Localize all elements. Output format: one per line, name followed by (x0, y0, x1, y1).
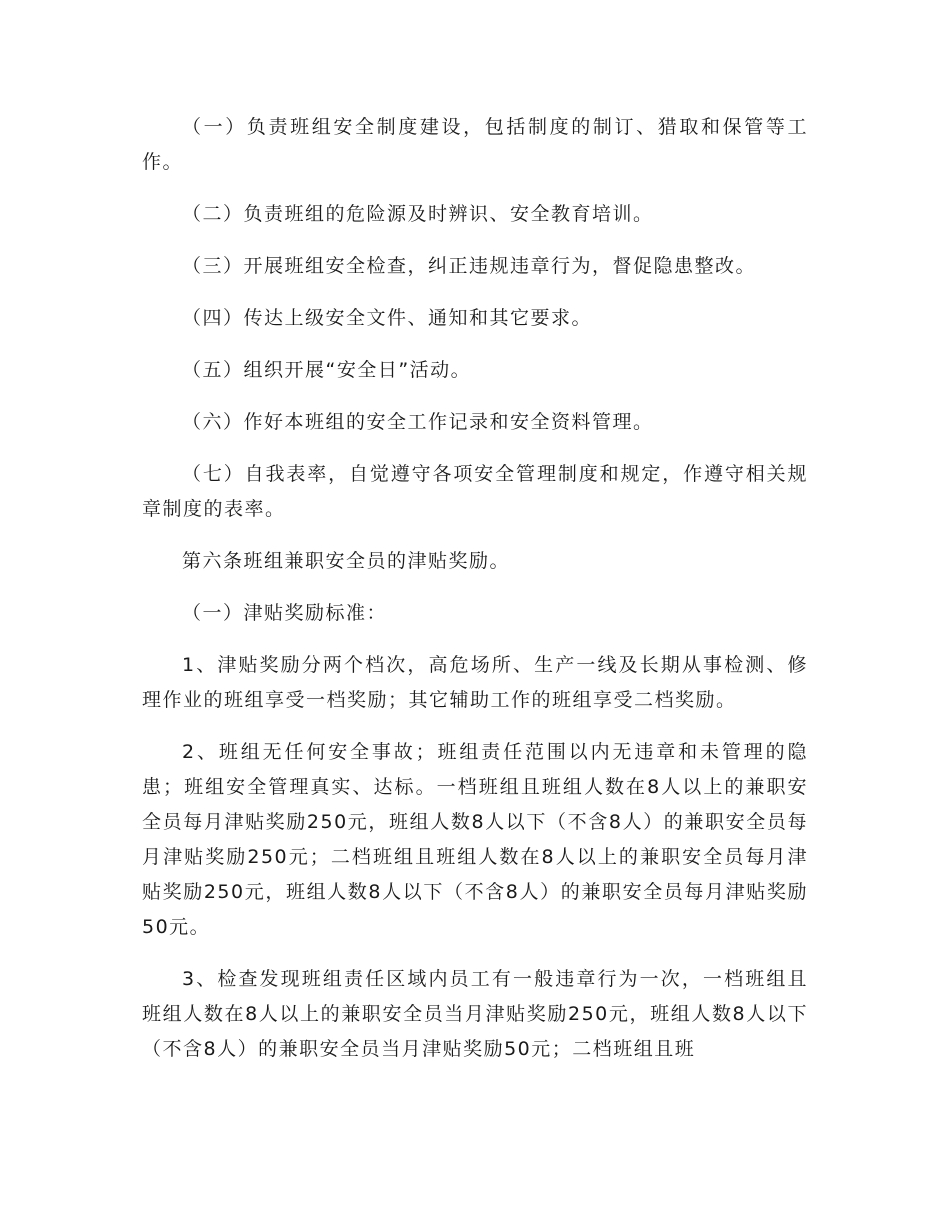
paragraph-rule-2: 2、班组无任何安全事故；班组责任范围以内无违章和未管理的隐患；班组安全管理真实、达标。一档班组且班组人数在8人以上的兼职安全员每月津贴奖励250元，班组人数8人以下（不含8人）的兼职安全员每月津贴奖励250元；二档班组且班组人数在8人以上的兼职安全员每月津贴奖励250元，班组人数8人以下（不含8人）的兼职安全员每月津贴奖励50元。 (142, 741, 808, 938)
document-body (142, 110, 808, 1067)
section-heading-article-6: 第六条班组兼职安全员的津贴奖励。 (182, 550, 511, 572)
paragraph-duty-1: （一）负责班组安全制度建设，包括制度的制订、猎取和保管等工作。 (142, 116, 808, 173)
paragraph-duty-6: （六）作好本班组的安全工作记录和安全资料管理。 (182, 411, 654, 433)
paragraph-duty-4: （四）传达上级安全文件、通知和其它要求。 (182, 307, 593, 329)
paragraph-rule-3: 3、检查发现班组责任区域内员工有一般违章行为一次，一档班组且班组人数在8人以上的兼职安全员当月津贴奖励250元，班组人数8人以下（不含8人）的兼职安全员当月津贴奖励50元；二档班组且班 (142, 968, 808, 1060)
paragraph-rule-1: 1、津贴奖励分两个档次，高危场所、生产一线及长期从事检测、修理作业的班组享受一档奖励；其它辅助工作的班组享受二档奖励。 (142, 654, 808, 711)
paragraph-duty-2: （二）负责班组的危险源及时辨识、安全教育培训。 (182, 203, 654, 225)
paragraph-duty-3: （三）开展班组安全检查，纠正违规违章行为，督促隐患整改。 (182, 255, 757, 277)
paragraph-duty-7: （七）自我表率，自觉遵守各项安全管理制度和规定，作遵守相关规章制度的表率。 (142, 463, 808, 520)
subheading-allowance-standard: （一）津贴奖励标准： (182, 602, 388, 624)
paragraph-duty-5: （五）组织开展“安全日”活动。 (182, 359, 472, 381)
